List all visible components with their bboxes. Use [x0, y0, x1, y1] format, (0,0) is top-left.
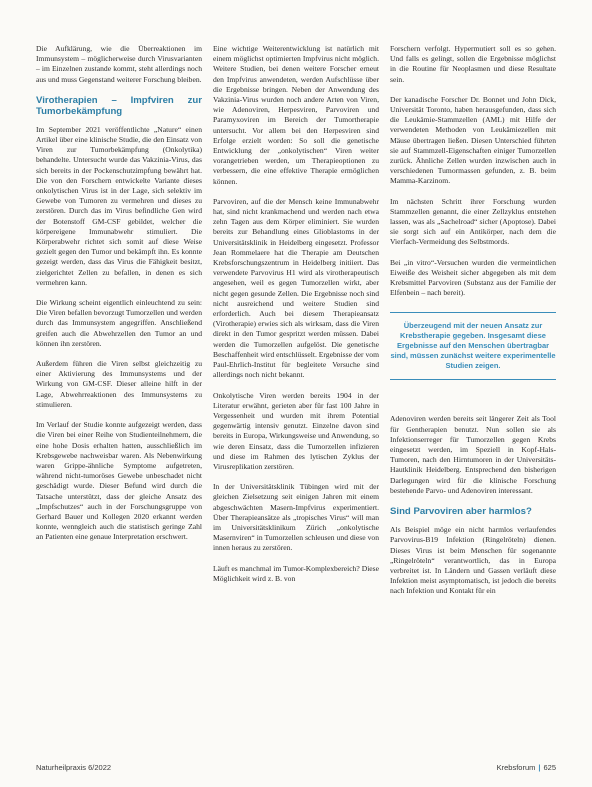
- paragraph: Eine wichtige Weiterentwicklung ist natürlich mit einem möglichst optimierten Impfvirus nicht möglich. Weitere Studien, bei denen weitere Forscher erneut den Impfvirus anwendeten, werden Aufschlüsse über die Ergebnisse bringen. Neben der Anwendung des Vakzinia-Virus wurden noch andere Arten von Viren, wie Adenoviren, Herpesviren, Parvoviren und Paramyxoviren im Bereich der Tumortherapie untersucht. Vor allem bei den Herpesviren sind Erfolge erzielt worden: So soll die genetische Entwicklung der „onkolytischen“ Viren weiter vorangetrieben werden, um Therapieoptionen zu verbessern, die eine effektive Therapie ermöglichen können.: [213, 44, 379, 186]
- pull-quote: Überzeugend mit der neuen Ansatz zur Krebstherapie gegeben. Insgesamt diese Ergebnisse auf den Menschen übertragbar sind, müssen zunächst weitere experimentelle Studien zeigen.: [390, 312, 556, 380]
- section-heading: Virotherapien – Impfviren zur Tumorbekämpfung: [36, 94, 202, 117]
- paragraph: Parvoviren, auf die der Mensch keine Immunabwehr hat, sind nicht krankmachend und werden nach etwa zehn Tagen aus dem Körper eliminiert. Sie wurden bereits zur Behandlung eines Glioblastoms in der Universitätsklinik in Heidelberg eingesetzt. Professor Jean Rommelaere hat die Therapie am Deutschen Krebsforschungszentrum in Heidelberg initiiert. Das verwendete Parvovirus H1 wird als virotherapeutisch angesehen, weil es gegen Tumorzellen wirkt, aber nicht gegen gesunde Zellen. Die Ergebnisse noch sind nicht ausreichend und weitere Studien sind erforderlich. Auch bei diesem Therapieansatz (Virotherapie) erwies sich als wirksam, dass die Viren direkt in den Tumor gespritzt werden müssen. Dabei werden die Tumorzellen aufgelöst. Die genetische Beschaffenheit wird entschlüsselt. Ergebnisse der vom Paul-Ehrlich-Institut für begleitete Versuche sind allerdings noch nicht bekannt.: [213, 196, 379, 380]
- paragraph: Forschern verfolgt. Hypermutiert soll es so gehen. Und falls es gelingt, sollen die Ergebnisse möglichst in die Routine für Neoplasmen und diese Resultate sein.: [390, 44, 556, 84]
- paragraph: In der Universitätsklinik Tübingen wird mit der gleichen Zielsetzung seit einigen Jahren mit einem abgeschwächten Masern-Impfvirus experimentiert. Über Therapieansätze als „tropisches Virus“ will man im Universitätsklinikum Zürich „onkolytische Masernviren“ in Tumorzellen schleusen und diese von innen heraus zu zerstören.: [213, 482, 379, 553]
- column-3: [390, 44, 556, 607]
- column-2: [213, 44, 379, 594]
- paragraph: Im September 2021 veröffentlichte „Nature“ einen Artikel über eine klinische Studie, die den Einsatz von Viren zur Tumorbekämpfung (Onkolytika) behandelte. Untersucht wurde das Vakzinia-Virus, das sich bereits in der Pockenschutzimpfung bewährt hat. Die von den Forschern entwickelte Variante dieses onkolytischen Virus ist in der Lage, sich selektiv im Gewebe von Tumoren zu vermehren und dieses zu zerstören. Durch das im Virus befindliche Gen wird der Botenstoff GM-CSF gebildet, welcher die körpereigene Immunabwehr stimuliert. Die Körperabwehr richtet sich somit auf diese Weise gezielt gegen den Tumor und bekämpft ihn. Es konnte gezeigt werden, dass das Virus die Fähigkeit besitzt, zielgerichtet Zellen zu befallen, in denen es sich vermehren kann.: [36, 124, 202, 287]
- paragraph: Außerdem führen die Viren selbst gleichzeitig zu einer Aktivierung des Immunsystems und der Wirkung von GM-CSF. Dieser alleine hilft in der Lage, Abwehrreaktionen des Immunsystems zu stimulieren.: [36, 359, 202, 409]
- footer-section: Krebsforum: [496, 763, 536, 772]
- page-number: 625: [543, 763, 556, 772]
- paragraph: Läuft es manchmal im Tumor-Komplexbereich? Diese Möglichkeit wird z. B. von: [213, 563, 379, 583]
- paragraph: Die Aufklärung, wie die Überreaktionen im Immunsystem – möglicherweise durch Virusvarianten – im Einzelnen zustande kommt, steht allerdings noch aus und muss Gegenstand weiterer Forschung bleiben.: [36, 44, 202, 84]
- paragraph: Als Beispiel möge ein nicht harmlos verlaufendes Parvovirus-B19 Infektion (Ringelröteln) dienen. Dieses Virus ist beim Menschen für sogenannte „Ringelröteln“ verantwortlich, das in Europa verbreitet ist. In Ländern und Gassen verläuft diese Infektion meist asymptomatisch, ist jedoch die bereits nach Infektion und Kontakt für ein: [390, 525, 556, 596]
- paragraph: Bei „in vitro“-Versuchen wurden die vermeintlichen Eiweiße des Weisheit sicher abgegeben als mit dem Krebsmittel Parvoviren (Substanz aus der Familie der Elfenbein – nach bereit).: [390, 257, 556, 298]
- paragraph: Im Verlauf der Studie konnte aufgezeigt werden, dass die Viren bei einer Reihe von Studienteilnehmern, die eine hohe Dosis erhalten hatten, ausschließlich im Krebsgewebe nachweisbar waren. Als Nebenwirkung waren Grippe-ähnliche Symptome aufgetreten, während nicht-tumoröses Gewebe unbeschadet nicht geschädigt wurde. Dieser Befund wird durch die Tatsache unterstützt, dass der gleiche Ansatz des „Impfschutzes“ auch in der Forschungsgruppe von Gerhard Bauer und Kollegen 2020 erkannt werden konnte, wenngleich auch die statistisch geringe Zahl an Patienten eine genaue Interpretation erschwert.: [36, 420, 202, 542]
- paragraph: Im nächsten Schritt ihrer Forschung wurden Stammzellen genannt, die einer Zellzyklus entstehen lassen, was als „Sachelroad“ sicher (Apoptose). Dabei sie sorgt sich auf ein Antikörper, nach dem die Vierfach-Vermeidung des Selbstmords.: [390, 196, 556, 247]
- paragraph: Der kanadische Forscher Dr. Bonnet und John Dick, Universität Toronto, haben herausgefunden, dass sich die Leukämie-Stammzellen (AML) mit Hilfe der verwendeten Methoden von Leukämiezellen mit Mäuse übertragen ließen. Diesen Unterschied führten sie auf Stammzell-Eigenschaften einiger Tumorzellen zurück. Ähnliche Zellen wurden inzwischen auch in verschiedenen Tumormassen gefunden, z. B. beim Mamma-Karzinom.: [390, 94, 556, 186]
- footer-section-page: [497, 763, 556, 772]
- paragraph: Adenoviren werden bereits seit längerer Zeit als Tool für Gentherapien benutzt. Nun sollen sie als Infektionserreger für Tumorzellen gegen Krebs eingesetzt werden, im Speziell in Kopf-Hals-Tumoren, nach den Hirntumoren in der Universitäts-Hautklinik Heidelberg. Entsprechend den bisherigen Darlegungen wird für die klinische Forschung bestehende Parvo- und Adenoviren interessant.: [390, 414, 556, 495]
- column-1: [36, 44, 202, 553]
- footer-separator: |: [538, 763, 541, 772]
- paragraph: Onkolytische Viren werden bereits 1904 in der Literatur erwähnt, gerieten aber für fast 100 Jahre in Vergessenheit und wurden mit ihrem Potential gegenwärtig intensiv genutzt. Einzelne davon sind bereits in Europa, Wirkungsweise und Anwendung, so wie deren Einsatz, dass die Tumorzellen infizieren und diese im Rahmen des lytischen Zyklus der Virusreplikation zerstören.: [213, 390, 379, 471]
- section-heading: Sind Parvoviren aber harmlos?: [390, 506, 532, 518]
- footer-publication: Naturheilpraxis 6/2022: [36, 763, 112, 772]
- paragraph: Die Wirkung scheint eigentlich einleuchtend zu sein: Die Viren befallen bevorzugt Tumorzellen und werden durch das Immunsystem angegriffen. Anschließend greifen auch die Abwehrzellen den Tumor an und können ihn zerstören.: [36, 298, 202, 348]
